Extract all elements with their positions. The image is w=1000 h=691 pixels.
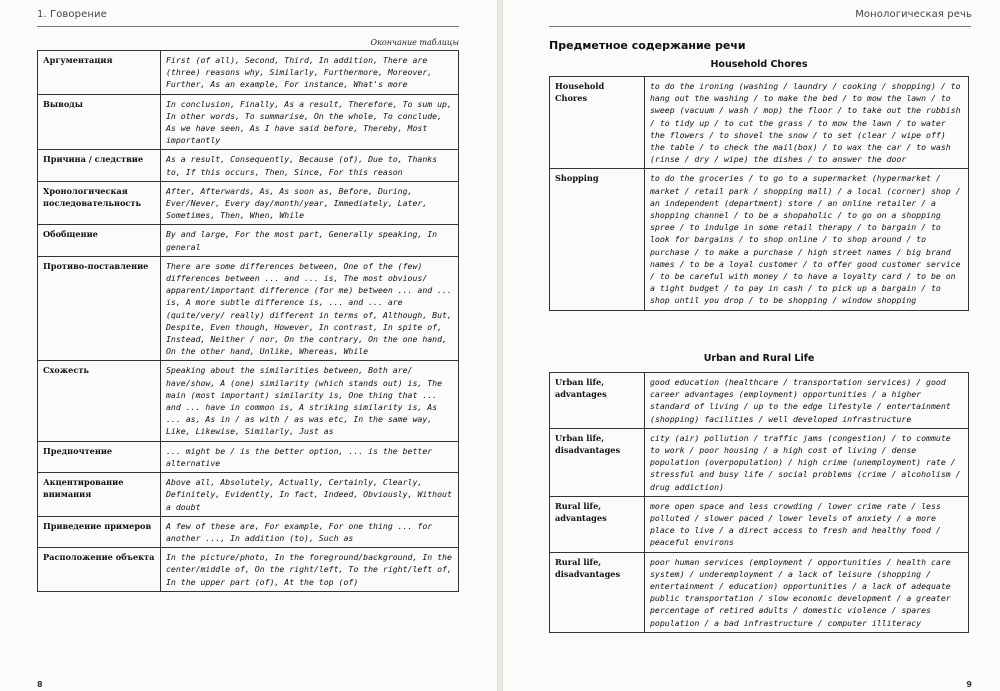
table-row <box>550 169 969 310</box>
row-phrases: There are some differences between, One of the (few) differences between ... and ... is, The most obvious/ apparent/important difference (for me) between ... and ... is, A more subtle difference is, ... and ... are (quite/very/ really) different in terms of, Although, But, Despite, Even though, However, In contrast, In spite of, Instead, Neither / nor, On the contrary, On the one hand, On the other hand, Unlike, Whereas, While <box>161 256 459 361</box>
row-phrases: to do the ironing (washing / laundry / cooking / shopping) / to hang out the washing / to make the bed / to mow the lawn / to sweep (vacuum / wash / mop) the floor / to take out the rubbish / to tidy up / to cut the grass / to mow the lawn / to water the flowers / to shovel the snow / to set (clear / wipe off) the table / to check the mail(box) / to wax the car / to wash (rinse / dry / wipe) the dishes / to answer the door <box>645 77 969 169</box>
row-label: Rural life, disadvantages <box>550 552 645 632</box>
table-row <box>38 473 459 517</box>
row-label: Обобщение <box>38 225 161 256</box>
table-row <box>38 548 459 592</box>
table-row <box>38 441 459 472</box>
left-page <box>0 0 497 691</box>
urban-rural-title: Urban and Rural Life <box>703 353 815 364</box>
row-phrases: to do the groceries / to go to a supermarket (hypermarket / market / retail park / shopping mall) / a local (corner) shop / an independent (department) store / an online retailer / a shopping channel / to be a shopaholic / to go on a shopping spree / to indulge in some retail therapy / to bargain / to look for bargains / to shop online / to shop around / to purchase / to make a purchase / high street names / big brand names / to be a loyal customer / to offer good customer service / to be careful with money / to have a loyalty card / to be on a tight budget / to pay in cash / to pick up a bargain / to shop until you drop / to be shopping / window shopping <box>645 169 969 310</box>
row-label: Хронологическая последовательность <box>38 181 161 225</box>
table-row <box>550 373 969 429</box>
row-phrases: In the picture/photo, In the foreground/background, In the center/middle of, On the right/left, To the right/left of, In the upper part (of), At the top (of) <box>161 548 459 592</box>
row-label: Предпочтение <box>38 441 161 472</box>
row-phrases: First (of all), Second, Third, In addition, There are (three) reasons why, Similarly, Furthermore, Moreover, Further, As an example, For instance, What's more <box>161 51 459 95</box>
table-row <box>38 181 459 225</box>
row-phrases: As a result, Consequently, Because (of), Due to, Thanks to, If this occurs, Then, Since, For this reason <box>161 150 459 181</box>
table-row <box>38 256 459 361</box>
row-label: Urban life, disadvantages <box>550 428 645 496</box>
household-chores-title: Household Chores <box>710 59 808 70</box>
section-title: Предметное содержание речи <box>549 39 746 52</box>
row-phrases: By and large, For the most part, Generally speaking, In general <box>161 225 459 256</box>
row-label: Противо-поставление <box>38 256 161 361</box>
table-row <box>38 361 459 441</box>
row-phrases: good education (healthcare / transportation services) / good career advantages (employment) opportunities / a higher standard of living / up to the edge lifestyle / entertainment (shopping) facilities / well developed infrastructure <box>645 373 969 429</box>
row-phrases: poor human services (employment / opportunities / health care system) / underemployment / a lack of leisure (shopping / entertainment / education) opportunities / a lack of adequate public transportation / slow economic development / a greater percentage of retired adults / domestic violence / spares population / a bad infrastructure / computer illiteracy <box>645 552 969 632</box>
table-row <box>550 552 969 632</box>
table-row <box>550 428 969 496</box>
household-table <box>549 76 969 311</box>
row-label: Household Chores <box>550 77 645 169</box>
running-head: 1. Говорение <box>37 9 107 20</box>
row-phrases: A few of these are, For example, For one thing ... for another ..., In addition (to), Such as <box>161 516 459 547</box>
phrases-table <box>37 50 459 592</box>
row-phrases: ... might be / is the better option, ... is the better alternative <box>161 441 459 472</box>
header-rule <box>549 26 971 27</box>
table-row <box>38 516 459 547</box>
table-caption: Окончание таблицы <box>370 38 459 47</box>
table-row <box>38 94 459 150</box>
page-number: 9 <box>966 680 972 689</box>
row-phrases: more open space and less crowding / lower crime rate / less polluted / slower paced / lower levels of anxiety / a more place to live / a direct access to fresh and healthy food / peaceful environs <box>645 496 969 552</box>
header-rule <box>37 26 459 27</box>
page-number: 8 <box>37 680 43 689</box>
row-label: Акцентирование внимания <box>38 473 161 517</box>
table-row <box>38 225 459 256</box>
row-label: Аргументация <box>38 51 161 95</box>
row-label: Выводы <box>38 94 161 150</box>
running-head: Монологическая речь <box>855 9 972 20</box>
urban-rural-table <box>549 372 969 633</box>
row-phrases: Above all, Absolutely, Actually, Certainly, Clearly, Definitely, Evidently, In fact, Indeed, Obviously, Without a doubt <box>161 473 459 517</box>
table-row <box>550 77 969 169</box>
row-label: Shopping <box>550 169 645 310</box>
row-phrases: city (air) pollution / traffic jams (congestion) / to commute to work / poor housing / a high cost of living / dense population (overpopulation) / high crime (unemployment) rate / stressful and busy life / social problems (crime / alcoholism / drug addiction) <box>645 428 969 496</box>
row-label: Причина / следствие <box>38 150 161 181</box>
row-label: Схожесть <box>38 361 161 441</box>
table-row <box>38 150 459 181</box>
row-label: Rural life, advantages <box>550 496 645 552</box>
row-phrases: In conclusion, Finally, As a result, Therefore, To sum up, In other words, To summarise, On the whole, To conclude, As we have seen, As I have said before, Thereby, Most importantly <box>161 94 459 150</box>
row-phrases: After, Afterwards, As, As soon as, Before, During, Ever/Never, Every day/month/year, Immediately, Later, Sometimes, Then, When, While <box>161 181 459 225</box>
row-label: Приведение примеров <box>38 516 161 547</box>
row-phrases: Speaking about the similarities between, Both are/ have/show, A (one) similarity (which stands out) is, The main (most important) similarity is, One thing that ... and ... have in common is, A striking similarity is, As ... as, As in / as with / as was etc, In the same way, Like, Likewise, Similarly, Just as <box>161 361 459 441</box>
table-row <box>38 51 459 95</box>
row-label: Расположение объекта <box>38 548 161 592</box>
row-label: Urban life, advantages <box>550 373 645 429</box>
table-row <box>550 496 969 552</box>
